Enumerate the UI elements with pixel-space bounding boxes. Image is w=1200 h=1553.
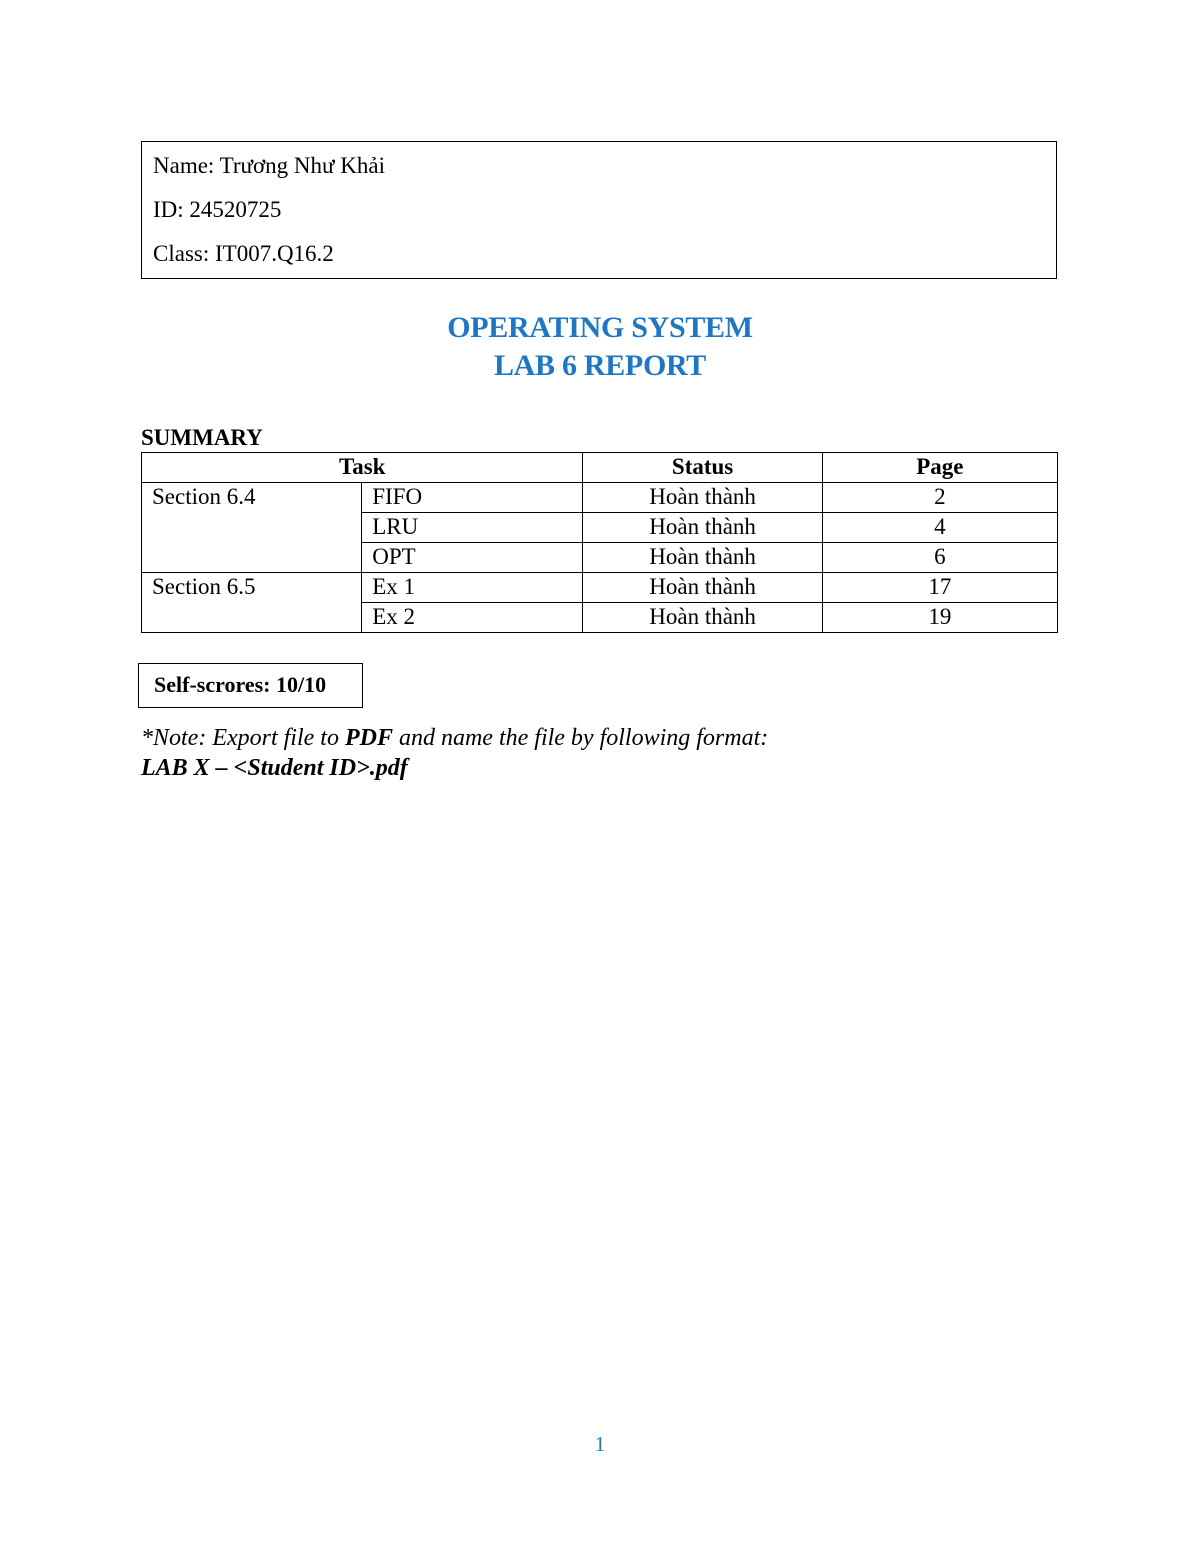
header-task: Task (142, 453, 583, 483)
header-status: Status (583, 453, 822, 483)
task-name: LRU (362, 513, 583, 543)
student-class: Class: IT007.Q16.2 (153, 241, 334, 266)
student-id: ID: 24520725 (153, 197, 282, 222)
summary-heading: SUMMARY (141, 425, 263, 450)
task-status: Hoàn thành (583, 603, 822, 633)
report-title-course: OPERATING SYSTEM (447, 311, 753, 344)
task-page: 4 (822, 513, 1057, 543)
section-name: Section 6.5 (142, 573, 362, 633)
table-row (142, 483, 1058, 513)
page-number: 1 (594, 1432, 606, 1456)
note-prefix: *Note: Export file to (141, 725, 345, 751)
task-status: Hoàn thành (583, 573, 822, 603)
table-row (142, 573, 1058, 603)
export-note (141, 723, 768, 753)
student-info-box (141, 141, 1057, 279)
task-name: OPT (362, 543, 583, 573)
student-name: Name: Trương Như Khải (153, 153, 385, 178)
self-score-box: Self-scrores: 10/10 (138, 663, 363, 708)
task-status: Hoàn thành (583, 483, 822, 513)
task-status: Hoàn thành (583, 513, 822, 543)
file-name-format: LAB X – <Student ID>.pdf (141, 755, 408, 781)
table-header-row (142, 453, 1058, 483)
note-pdf-emphasis: PDF (344, 725, 393, 751)
task-page: 6 (822, 543, 1057, 573)
summary-table (141, 452, 1058, 633)
task-status: Hoàn thành (583, 543, 822, 573)
section-name: Section 6.4 (142, 483, 362, 573)
report-title-lab: LAB 6 REPORT (493, 349, 707, 382)
task-page: 17 (822, 573, 1057, 603)
task-name: FIFO (362, 483, 583, 513)
task-name: Ex 1 (362, 573, 583, 603)
header-page: Page (822, 453, 1057, 483)
task-page: 2 (822, 483, 1057, 513)
task-page: 19 (822, 603, 1057, 633)
task-name: Ex 2 (362, 603, 583, 633)
note-suffix: and name the file by following format: (392, 725, 769, 751)
